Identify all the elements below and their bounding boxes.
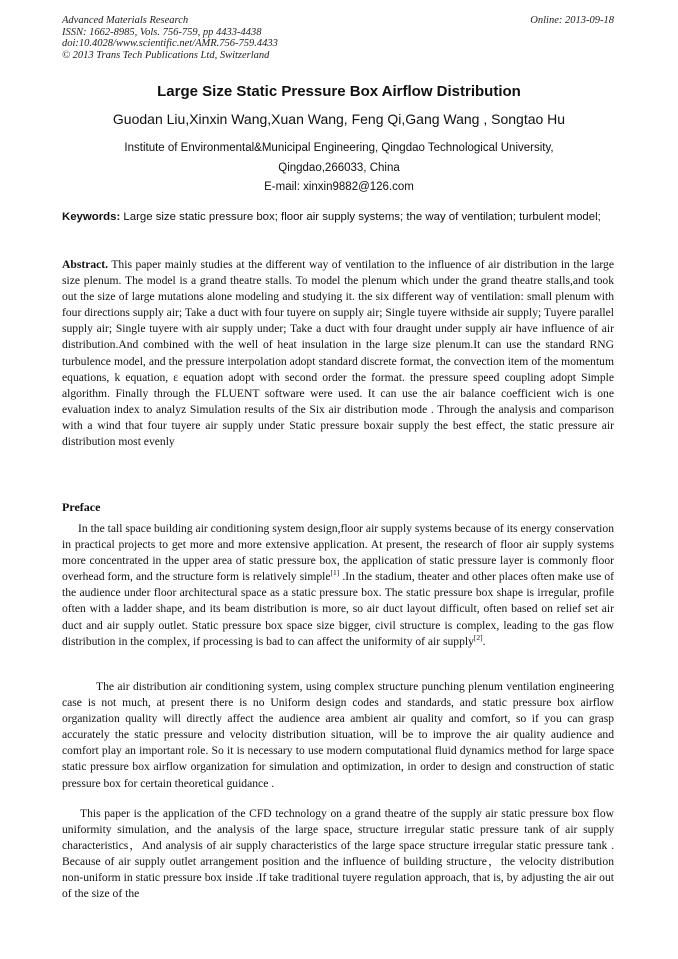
preface-paragraph-2: The air distribution air conditioning system, using complex structure punching plenum ventilation engineering case is not much, at present there is no Uniform design codes and standards, and static pressure box airflow organization quality will directly affect the audience area ambient air quality and comfort, so if you can grasp accurately the static pressure and velocity distribution situation, will be to improve the air quality audience and comfort play an important role. So it is necessary to use modern computational fluid dynamics method for large space static pressure box airflow organization for simulation and optimization, in order to design and construction of static pressure box for certain theoretical guidance .: [62, 680, 614, 790]
abstract: [62, 257, 614, 450]
keywords: [62, 210, 614, 224]
preface-paragraph-3: This paper is the application of the CFD technology on a grand theatre of the supply air static pressure box flow uniformity simulation, and the analysis of the large space, structure irregular static pressure tank of air supply characteristics，And analysis of air supply characteristics of the large space structure irregular static pressure tank . Because of air supply outlet arrangement position and the influence of building structure，the velocity distribution non-uniform in static pressure box inside .If take traditional tuyere regulation approach, that is, by adjusting the air out of the size of the: [62, 807, 614, 901]
abstract-label: Abstract.: [62, 258, 109, 271]
citation-ref-1[interactable]: [1]: [330, 568, 340, 578]
copyright-line: © 2013 Trans Tech Publications Ltd, Switzerland: [62, 49, 270, 61]
paragraph-text: .: [482, 634, 486, 648]
section-heading-preface: Preface: [62, 500, 101, 514]
preface-paragraph-1: [62, 521, 614, 650]
affiliation-block: [80, 139, 598, 198]
issn-line: ISSN: 1662-8985, Vols. 756-759, pp 4433-4438: [62, 26, 262, 38]
doi-line: doi:10.4028/www.scientific.net/AMR.756-759.4433: [62, 38, 278, 49]
keywords-text: Large size static pressure box; floor air supply systems; the way of ventilation; turbulent model;: [120, 211, 601, 223]
online-date: Online: 2013-09-18: [530, 15, 614, 26]
author-list: Guodan Liu,Xinxin Wang,Xuan Wang, Feng Qi,Gang Wang , Songtao Hu: [112, 111, 566, 127]
paragraph-text: In the tall space building air conditioning system design,floor air supply systems because of its energy conservation in practical projects to get more and more extensive application. At present, the research of floor air supply systems more concentrated in the upper area of static pressure box, the application of static pressure layer is commonly floor overhead form, and the structure form is relatively simple: [62, 522, 614, 584]
citation-ref-2[interactable]: [2]: [473, 632, 483, 642]
affiliation-line-2: Qingdao,266033, China: [278, 161, 400, 174]
keywords-label: Keywords:: [62, 211, 121, 223]
journal-header: [62, 15, 278, 61]
paragraph-text: .In the stadium, theater and other places often make use of the audience under floor architectural space as a static pressure box. The static pressure box shape is irregular, profile often with a ladder shape, and its beam distribution is more, so air duct layout difficult, often based on relief set air duct and air supply outlet. Static pressure box space size bigger, civil structure is complex, leading to the gas flow distribution in the complex, if processing is bad to can affect the uniformity of air supply: [62, 570, 614, 648]
author-email: E-mail: xinxin9882@126.com: [264, 181, 414, 193]
abstract-text: This paper mainly studies at the different way of ventilation to the influence of air distribution in the large size plenum. The model is a grand theatre stalls. To model the plenum which under the grand theatre stalls,and took out the size of large mutations alone modeling and studying it. the six different way of ventilation: small plenum with four directions supply air; Take a duct with four tuyere on supply air; Single tuyere withside air supply; Tuyere parallel supply air; Single tuyere with air supply under; Take a duct with four draught under supply air have influence of air distribution.And combined with the well of heat insulation in the large size plenum.It can use the standard RNG turbulence model, and the pressure interpolation adopt standard discrete format, the convection item of the momentum equations, k equation, ε equation adopt with second order the format. the pressure speed coupling adopt Simple algorithm. Finally through the FLUENT software were used. It can use the air balance coefficient wich is one evaluation index to analyz Simulation results of the Six air distribution mode . Through the analysis and comparison with a wind that four tuyere air supply under Static pressure boxair supply the best effect, the static pressure air distribution most evenly: [62, 258, 614, 449]
paper-title: Large Size Static Pressure Box Airflow Distribution: [157, 83, 521, 100]
affiliation-line-1: Institute of Environmental&Municipal Engineering, Qingdao Technological University,: [124, 142, 554, 154]
journal-name: Advanced Materials Research: [62, 15, 189, 26]
